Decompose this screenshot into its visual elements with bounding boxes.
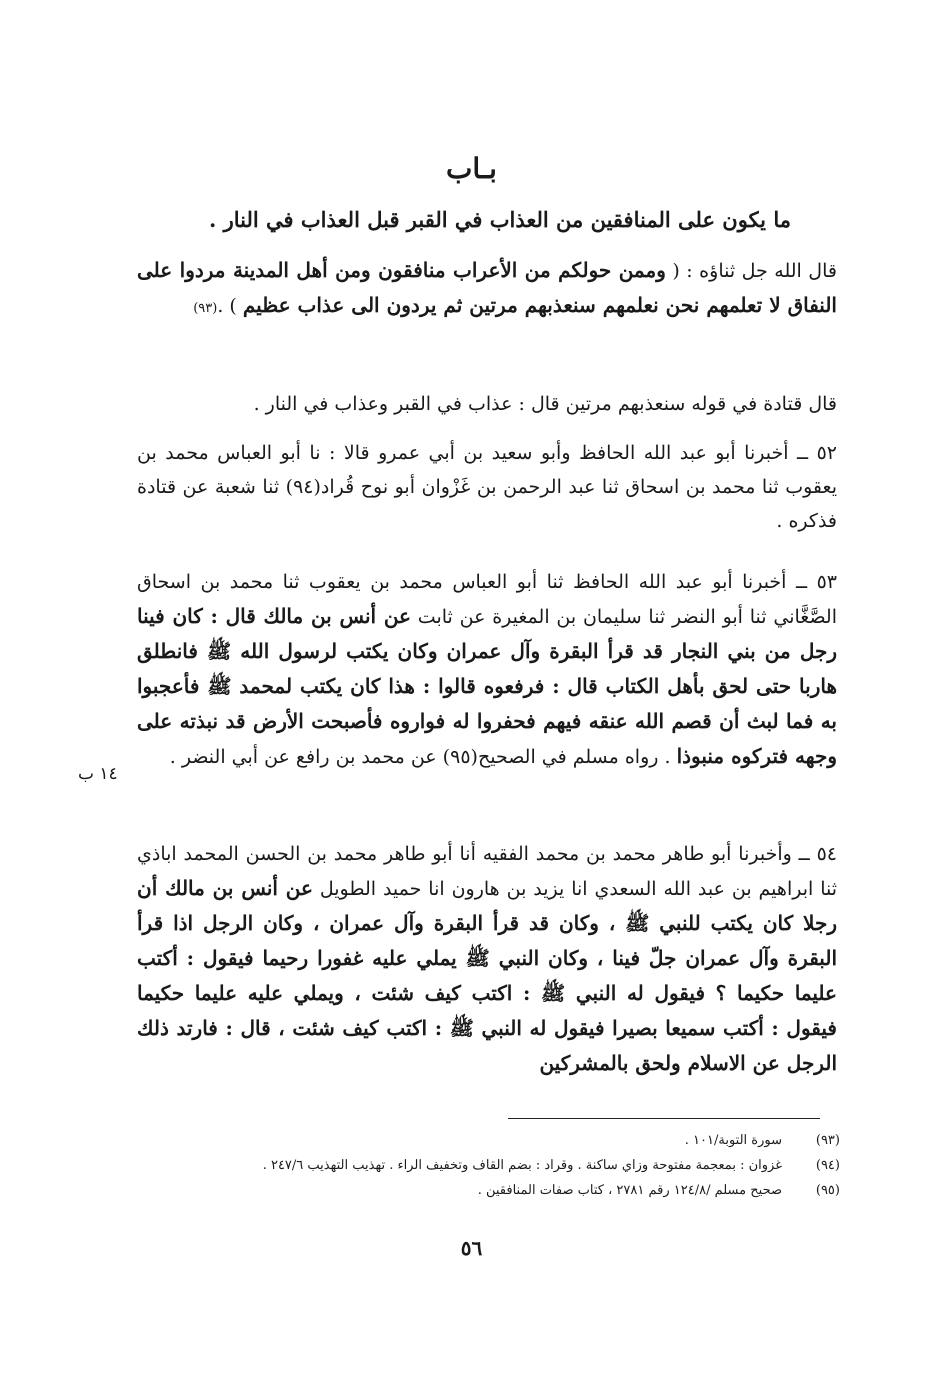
footnote-number: (٩٤)	[815, 1158, 840, 1173]
page-number: ٥٦	[460, 1236, 483, 1260]
footnote-text: سورة التوبة/١٠١ .	[684, 1133, 782, 1148]
verse-close: ) .	[217, 295, 243, 317]
footnote-number: (٩٥)	[815, 1183, 840, 1198]
hadith-54-matn: عن أنس بن مالك أن رجلا كان يكتب للنبي ﷺ ، وكان قد قرأ البقرة وآل عمران ، وكان الرجل اذا قرأ البقرة وآل عمران جلّ فينا ، وكان النبي ﷺ يملي عليه غفورا رحيما فيقول : أكتب عليما حكيما ؟ فيقول له النبي ﷺ : اكتب كيف شئت ، ويملي عليه عليما حكيما فيقول : أكتب سميعا بصيرا فيقول له النبي ﷺ : اكتب كيف شئت ، قال : فارتد ذلك الرجل عن الاسلام ولحق بالمشركين	[137, 876, 837, 1075]
hadith-53-matn: عن أنس بن مالك قال : كان فينا رجل من بني النجار قد قرأ البقرة وآل عمران وكان يكتب لرسول الله ﷺ فانطلق هاربا حتى لحق بأهل الكتاب قال : فرفعوه قالوا : هذا كان يكتب لمحمد ﷺ فأعجبوا به فما لبث أن قصم الله عنقه فيهم فحفروا له فواروه فأصبحت الأرض قد نبذته على وجهه فتركوه منبوذا	[137, 604, 837, 768]
chapter-subtitle: ما يكون على المنافقين من العذاب في القبر قبل العذاب في النار .	[209, 207, 791, 232]
hadith-53	[137, 565, 837, 774]
margin-note: ١٤ ب	[78, 764, 118, 784]
verse-intro: قال الله جل ثناؤه : (	[665, 260, 837, 282]
chapter-title: بـاب	[446, 152, 497, 185]
footnote-text: صحيح مسلم /١٢٤/٨ رقم ٢٧٨١ ، كتاب صفات المنافقين .	[477, 1183, 782, 1198]
hadith-53-tail: . رواه مسلم في الصحيح(٩٥) عن محمد بن رافع عن أبي النضر .	[169, 746, 677, 768]
hadith-54	[137, 837, 837, 1081]
paragraph-qatada: قال قتادة في قوله سنعذبهم مرتين قال : عذاب في القبر وعذاب في النار .	[253, 393, 837, 415]
hadith-54-isnad: ٥٤ ــ وأخبرنا أبو طاهر محمد بن محمد الفقيه أنا أبو طاهر محمد بن الحسن المحمد اباذي ثنا ابراهيم بن عبد الله السعدي انا يزيد بن هارون انا حميد الطويل	[137, 843, 837, 900]
hadith-52: ٥٢ ــ أخبرنا أبو عبد الله الحافظ وأبو سعيد بن أبي عمرو قالا : نا أبو العباس محمد بن يعقوب ثنا محمد بن اسحاق ثنا عبد الرحمن بن غَزْوان أبو نوح قُراد(٩٤) ثنا شعبة عن قتادة فذكره .	[137, 442, 837, 532]
verse-text: وممن حولكم من الأعراب منافقون ومن أهل المدينة مردوا على النفاق لا تعلمهم نحن نعلمهم سنعذبهم مرتين ثم يردون الى عذاب عظيم	[137, 258, 837, 317]
footnote-item	[150, 1178, 840, 1203]
paragraph-verse	[137, 253, 837, 326]
footnote-number: (٩٣)	[815, 1133, 840, 1148]
footnote-item	[150, 1153, 840, 1178]
hadith-53-isnad: ٥٣ ــ أخبرنا أبو عبد الله الحافظ ثنا أبو العباس محمد بن يعقوب ثنا محمد بن اسحاق الصَّغَّاني ثنا أبو النضر ثنا سليمان بن المغيرة عن ثابت	[137, 571, 837, 628]
footnote-item	[150, 1128, 840, 1153]
footnotes	[150, 1128, 840, 1203]
footnote-divider	[508, 1118, 820, 1119]
footnote-ref-93: (٩٣)	[193, 301, 218, 316]
footnote-text: غزوان : بمعجمة مفتوحة وزاي ساكنة . وقراد : بضم القاف وتخفيف الراء . تهذيب التهذيب ٢٤٧/٦ .	[262, 1158, 782, 1173]
